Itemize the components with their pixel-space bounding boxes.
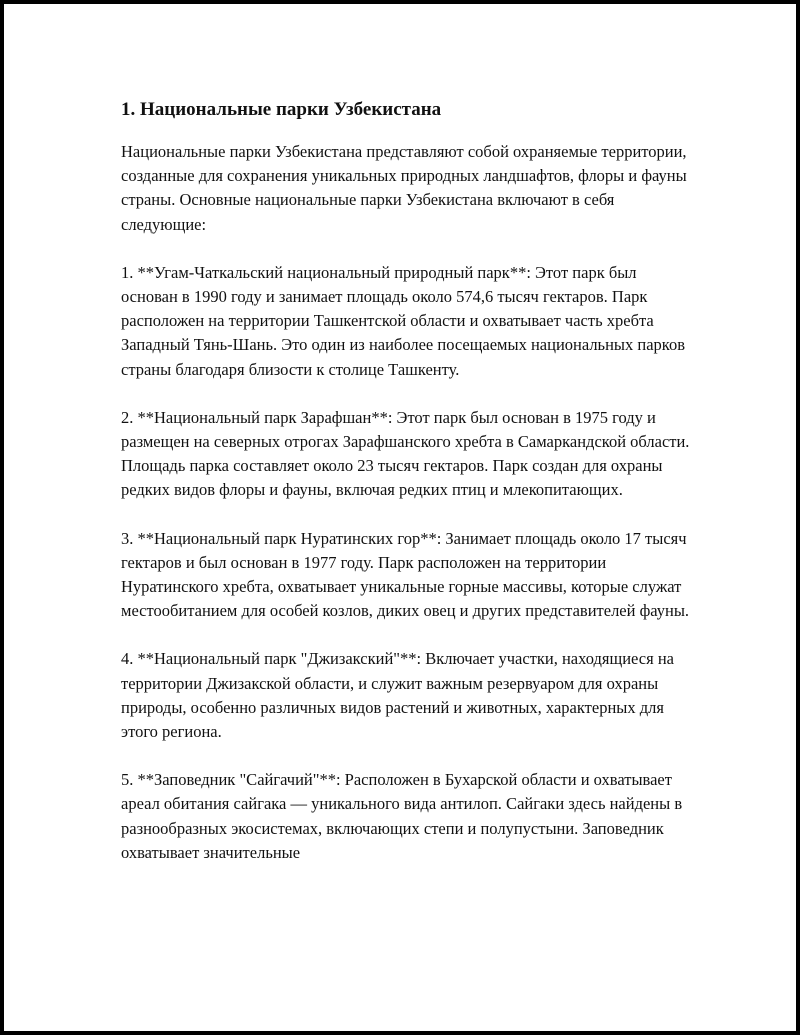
paragraph-saigachy: 5. **Заповедник "Сайгачий"**: Расположен в Бухарской области и охватывает ареал обитания сайгака — уникального вида антилоп. Сайгаки здесь найдены в разнообразных экосистемах, включающих степи и полупустыни. Заповедник охватывает значительные <box>121 770 683 862</box>
paragraph-nuratau: 3. **Национальный парк Нуратинских гор**: Занимает площадь около 17 тысяч гектаров и был основан в 1977 году. Парк расположен на территории Нуратинского хребта, охватывает уникальные горные массивы, которые служат местообитанием для особей козлов, диких овец и других представителей фауны. <box>121 528 690 621</box>
document-title: 1. Национальные парки Узбекистана <box>121 99 442 120</box>
paragraph-jizzakh: 4. **Национальный парк "Джизакский"**: Включает участки, находящиеся на территории Джизакской области, и служит важным резервуаром для охраны природы, особенно различных видов растений и животных, характерных для этого региона. <box>121 649 674 742</box>
intro-paragraph: Национальные парки Узбекистана представляют собой охраняемые территории, созданные для сохранения уникальных природных ландшафтов, флоры и фауны страны. Основные национальные парки Узбекистана включают в себя следующие: <box>121 142 687 234</box>
paragraph-zarafshan: 2. **Национальный парк Зарафшан**: Этот парк был основан в 1975 году и размещен на северных отрогах Зарафшанского хребта в Самаркандской области. Площадь парка составляет около 23 тысяч гектаров. Парк создан для охраны редких видов флоры и фауны, включая редких птиц и млекопитающих. <box>121 407 690 500</box>
document-body <box>121 98 696 889</box>
paragraph-ugam-chatkal: 1. **Угам-Чаткальский национальный природный парк**: Этот парк был основан в 1990 году и занимает площадь около 574,6 тысяч гектаров. Парк расположен на территории Ташкентской области и охватывает часть хребта Западный Тянь-Шань. Это один из наиболее посещаемых национальных парков страны благодаря близости к столице Ташкенту. <box>121 262 685 379</box>
